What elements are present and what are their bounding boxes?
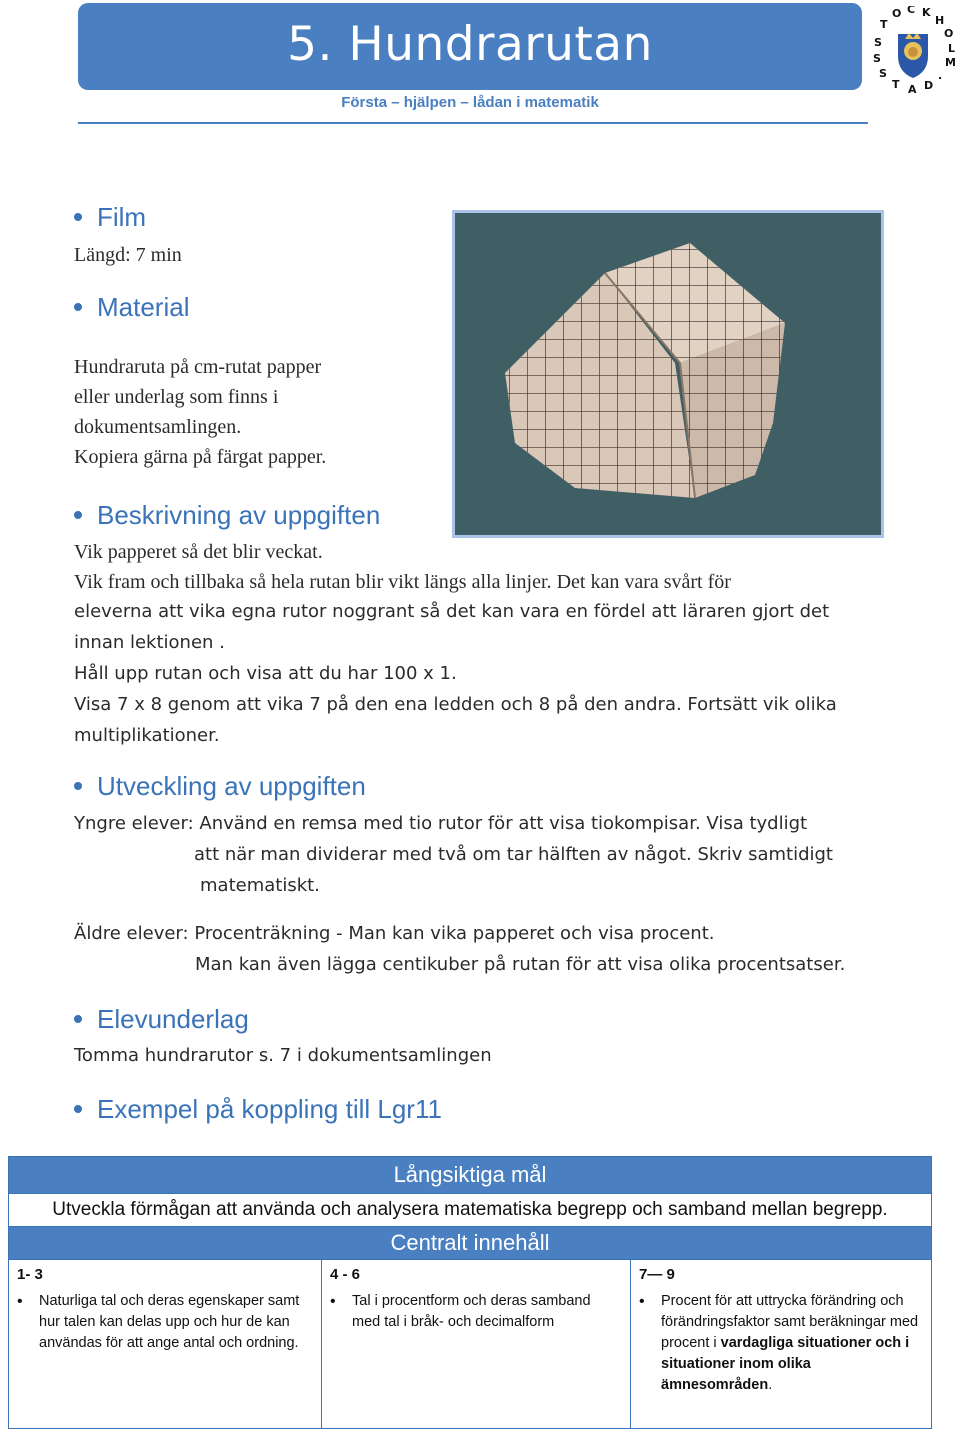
material-text: Hundraruta på cm-rutat papper eller underlag som finns i dokumentsamlingen. Kopiera gärna på färgat papper. — [74, 356, 327, 468]
section-heading-exempel: Exempel på koppling till Lgr11 — [74, 1094, 442, 1125]
page-title: 5. Hundrarutan — [287, 17, 653, 72]
bullet-icon — [74, 213, 82, 221]
long-term-goals-heading: Långsiktiga mål — [9, 1157, 932, 1194]
aldre-label: Äldre elever: — [74, 923, 189, 944]
svg-text:A: A — [908, 83, 917, 96]
svg-text:O: O — [892, 7, 902, 20]
svg-text:.: . — [938, 69, 943, 82]
svg-text:K: K — [922, 6, 931, 19]
svg-text:H: H — [935, 14, 945, 27]
film-length: Längd: 7 min — [74, 244, 182, 266]
grade-column-4-6: 4 - 6 • Tal i procentform och deras samband med tal i bråk- och decimalform — [322, 1260, 631, 1429]
svg-text:L: L — [948, 42, 956, 55]
section-heading-film: Film — [74, 202, 146, 233]
title-banner — [78, 3, 862, 90]
yngre-label: Yngre elever: — [74, 813, 194, 834]
svg-text:S: S — [873, 52, 881, 65]
bullet-icon — [74, 303, 82, 311]
grade-column-7-9: 7— 9 • Procent för att uttrycka förändring och förändringsfaktor samt beräkningar med procent i vardagliga situationer och i situationer inom olika ämnesområden. — [631, 1260, 932, 1429]
section-heading-beskrivning: Beskrivning av uppgiften — [74, 500, 380, 531]
svg-text:T: T — [892, 78, 900, 91]
section-heading-elevunderlag: Elevunderlag — [74, 1004, 249, 1035]
svg-text:D: D — [924, 79, 934, 92]
aldre-elever-block: Äldre elever: Procenträkning - Man kan vika papperet och visa procent. Man kan även lägga centikuber på rutan för att visa olika procentsatser. — [74, 923, 846, 975]
beskrivning-text-serif: Vik papperet så det blir veckat. Vik fram och tillbaka så hela rutan blir vikt längs alla linjer. Det kan vara svårt för — [74, 541, 731, 593]
beskrivning-text-sans: eleverna att vika egna rutor noggrant så det kan vara en fördel att läraren gjort det innan lektionen . Håll upp rutan och visa att du har 100 x 1. Visa 7 x 8 genom att vika 7 på den ena ledden och 8 på den andra. Fortsätt vik olika multiplikationer. — [74, 601, 837, 746]
bullet-icon — [74, 1105, 82, 1113]
header-divider — [78, 122, 868, 124]
folded-hundred-grid-photo — [452, 210, 884, 538]
page-subtitle: Första – hjälpen – lådan i matematik — [341, 94, 599, 111]
bullet-icon: • — [330, 1293, 336, 1310]
bullet-icon — [74, 782, 82, 790]
lgr11-table — [8, 1156, 932, 1429]
svg-text:M: M — [945, 56, 956, 69]
yngre-elever-block: Yngre elever: Använd en remsa med tio rutor för att visa tiokompisar. Visa tydligt att när man dividerar med två om tar hälften av något. Skriv samtidigt matematiskt. — [74, 813, 833, 896]
film-details — [74, 240, 182, 270]
section-heading-material: Material — [74, 292, 189, 323]
long-term-goal-text: Utveckla förmågan att använda och analysera matematiska begrepp och samband mellan begrepp. — [9, 1194, 932, 1227]
svg-text:O: O — [944, 27, 954, 40]
svg-text:C: C — [907, 6, 916, 16]
section-heading-utveckling: Utveckling av uppgiften — [74, 771, 366, 802]
bullet-icon — [74, 511, 82, 519]
bullet-icon — [74, 1015, 82, 1023]
elevunderlag-text: Tomma hundrarutor s. 7 i dokumentsamlingen — [74, 1045, 492, 1066]
svg-text:S: S — [879, 67, 887, 80]
grade-column-1-3: 1- 3 • Naturliga tal och deras egenskaper samt hur talen kan delas upp och hur de kan användas för att ange antal och ordning. — [9, 1260, 322, 1429]
bullet-icon: • — [639, 1293, 645, 1310]
bullet-icon: • — [17, 1293, 23, 1310]
central-content-heading: Centralt innehåll — [9, 1227, 932, 1260]
svg-text:T: T — [880, 18, 888, 31]
stockholm-crest-icon — [868, 6, 958, 96]
svg-text:S: S — [874, 36, 882, 49]
